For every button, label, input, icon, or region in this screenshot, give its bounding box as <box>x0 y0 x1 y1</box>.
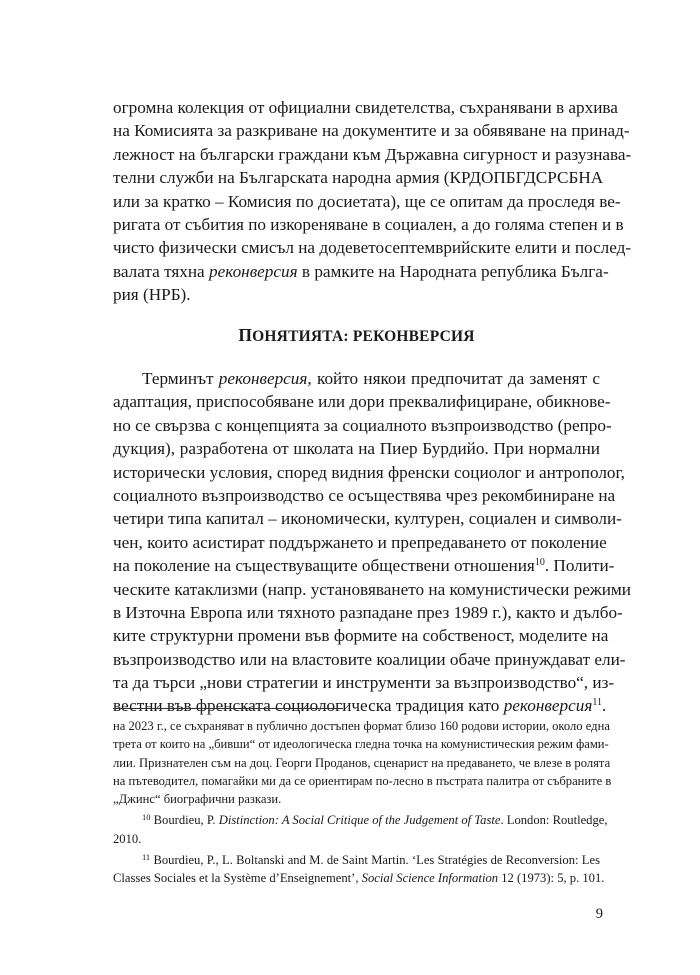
body-line <box>113 531 607 554</box>
text-run: социалното възпроизводство се осъществява чрез рекомбиниране на <box>113 485 616 505</box>
text-run: рия (НРБ). <box>113 285 191 305</box>
body-line <box>113 648 626 671</box>
text-run: Bourdieu, P., L. Boltanski and M. de Saint Martin. ‘Les Stratégies de Reconversion: Les <box>150 853 600 868</box>
body-line <box>113 694 607 717</box>
text-run: вестни във френската социологическа традиция като <box>113 696 504 716</box>
text-run: 2010. <box>113 831 142 846</box>
footnote-number: 10 <box>142 812 151 823</box>
text-run: чисто физически смисъл на додеветосептемврийските елити и послед- <box>113 238 632 258</box>
footnote-line <box>113 830 600 848</box>
text-run: в Източна Европа или тяхното разпадане през 1989 г.), както и дълбо- <box>113 602 623 622</box>
footnote-number: 11 <box>142 852 151 863</box>
body-line <box>113 260 609 283</box>
text-run: . London: Routledge, <box>500 813 608 828</box>
body-line <box>113 601 623 624</box>
body-line <box>113 624 609 647</box>
footnote-line <box>113 869 605 887</box>
body-line <box>113 283 600 306</box>
italic-text: реконверсия <box>218 369 308 388</box>
paragraph-opening <box>113 96 632 307</box>
text-run: дукция), разработена от школата на Пиер Бурдийо. При нормални <box>113 439 600 459</box>
body-line <box>113 507 622 530</box>
footnote-line <box>113 790 600 808</box>
text-run: но се свързва с концепцията за социалното възпроизводство (репро- <box>113 415 612 435</box>
footnote-line <box>113 851 600 869</box>
body-line <box>113 166 604 189</box>
footnote-reference: 10 <box>534 557 545 569</box>
text-run: 12 (1973): 5, p. 101. <box>498 871 605 886</box>
text-run: на пътеводител, помагайки ми да се ориентирам по-лесно в пъстрата палитра от събраните в <box>113 773 612 788</box>
text-run: . <box>601 696 607 716</box>
text-run: ригата от събития по изкореняване в социален, а до голяма степен и в <box>113 214 624 234</box>
text-run: лежност на български граждани към Държавна сигурност и разузнава- <box>113 144 632 164</box>
footnote-line <box>113 735 609 753</box>
footnote-line <box>113 717 610 735</box>
footnotes <box>113 717 612 888</box>
text-run: телни служби на Българската народна армия (КРДОПБГДСРСБНА <box>113 168 604 188</box>
footnote-separator <box>113 708 343 709</box>
footnote <box>113 811 608 848</box>
text-run: адаптация, приспособяване или дори преквалифициране, обикнове- <box>113 392 611 412</box>
body-line <box>113 96 618 119</box>
text-run: трета от които на „бивши“ от идеологическа гледна точка на комунистическия режим фами- <box>113 737 609 752</box>
italic-text: реконверсия <box>208 261 298 281</box>
text-run: четири типа капитал – икономически, културен, социален и символи- <box>113 509 622 529</box>
text-run: ческите катаклизми (напр. установяването на комунистически режими <box>113 579 631 599</box>
text-run: Classes Sociales et la Système d’Enseignement’, <box>113 871 362 886</box>
text-run: лии. Признателен съм на доц. Георги Проданов, сценарист на предаването, че влезе в ролята <box>113 755 611 770</box>
paragraph-reconversion <box>113 367 631 718</box>
text-run: огромна колекция от официални свидетелства, съхранявани в архива <box>113 98 618 117</box>
section-heading-rest: ОНЯТИЯТА: РЕКОНВЕРСИЯ <box>252 328 475 345</box>
footnote <box>113 851 605 888</box>
text-run: та да търси „нови стратегии и инструменти за възпроизводство“, из- <box>113 673 615 693</box>
footnote-line <box>113 772 612 790</box>
text-run: . Полити- <box>544 556 615 576</box>
italic-text: Distinction: A Social Critique of the Judgement of Taste <box>218 813 501 828</box>
text-run: чен, които асистират поддържането и препредаването от поколение <box>113 532 607 552</box>
body-line <box>113 236 632 259</box>
footnote-line <box>113 754 611 772</box>
footnote-line <box>113 811 608 829</box>
body-line <box>113 119 630 142</box>
text-run: „Джинс“ биографични разкази. <box>113 792 282 807</box>
italic-text: Social Science Information <box>361 871 499 886</box>
text-run: на 2023 г., се съхраняват в публично достъпен формат близо 160 родови истории, около една <box>113 719 610 733</box>
section-heading-initial: П <box>238 325 253 345</box>
body-line <box>113 461 625 484</box>
text-run: Bourdieu, P. <box>150 813 219 828</box>
section-heading <box>113 325 600 346</box>
body-line <box>113 367 600 390</box>
text-run: на Комисията за разкриване на документите и за обявяване на принад- <box>113 121 630 141</box>
body-line <box>113 390 611 413</box>
body-line <box>113 578 631 601</box>
body-line <box>113 414 612 437</box>
footnote <box>113 717 612 808</box>
body-line <box>113 143 632 166</box>
text-run: исторически условия, според видния френски социолог и антрополог, <box>113 462 625 482</box>
text-run: валата тяхна <box>113 261 209 281</box>
body-line <box>113 671 615 694</box>
body-line <box>113 213 624 236</box>
page-number: 9 <box>595 906 603 922</box>
body-line <box>113 190 621 213</box>
text-run: Терминът <box>142 369 219 388</box>
body-line <box>113 437 600 460</box>
text-run: ките структурни промени във формите на собственост, моделите на <box>113 626 609 646</box>
italic-text: реконверсия <box>503 696 593 716</box>
text-run: възпроизводство или на властовите коалиции обаче принуждават ели- <box>113 649 626 669</box>
body-line <box>113 554 615 577</box>
footnote-reference: 11 <box>592 697 602 709</box>
text-run: в рамките на Народната република Бълга- <box>297 261 609 281</box>
text-run: , който някои предпочитат да заменят с <box>307 369 600 388</box>
text-run: на поколение на съществуващите обществени отношения <box>113 556 535 576</box>
text-run: или за кратко – Комисия по досиетата), ще се опитам да проследя ве- <box>113 191 621 211</box>
body-line <box>113 484 616 507</box>
